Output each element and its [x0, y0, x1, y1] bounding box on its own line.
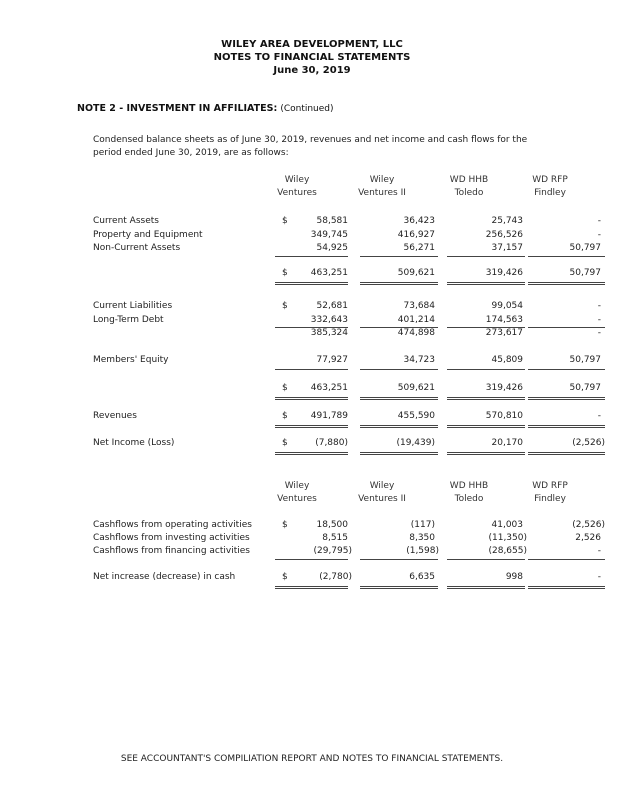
cell: (19,439) — [396, 438, 435, 448]
note-title: NOTE 2 - INVESTMENT IN AFFILIATES: — [77, 103, 278, 114]
underline — [360, 256, 438, 257]
subtotal-cell: 474,898 — [397, 328, 435, 338]
double-underline — [275, 282, 348, 285]
double-underline — [528, 397, 605, 400]
cell: 20,170 — [491, 438, 523, 448]
document-date: June 30, 2019 — [273, 65, 351, 76]
total-cell: 463,251 — [310, 383, 348, 393]
row-label-members-equity: Members' Equity — [93, 355, 169, 365]
cell: - — [597, 230, 601, 240]
underline — [528, 256, 605, 257]
double-underline — [447, 397, 525, 400]
cell: (2,780) — [319, 572, 352, 582]
cell: 36,423 — [403, 216, 435, 226]
underline — [447, 369, 525, 370]
document-title: NOTES TO FINANCIAL STATEMENTS — [213, 52, 411, 63]
row-label-investing-cashflows: Cashflows from investing activities — [93, 533, 250, 543]
double-underline — [360, 586, 438, 589]
double-underline — [275, 586, 348, 589]
intro-line-2: period ended June 30, 2019, are as follows: — [93, 148, 289, 158]
cell: 8,350 — [409, 533, 435, 543]
company-name: WILEY AREA DEVELOPMENT, LLC — [221, 39, 403, 50]
double-underline — [447, 452, 525, 455]
column-header-wd-hhb-toledo: WD HHB Toledo — [449, 175, 489, 198]
cell: 491,789 — [310, 411, 348, 421]
total-cell: 509,621 — [397, 268, 435, 278]
cell: - — [597, 301, 601, 311]
footer-note: SEE ACCOUNTANT'S COMPILIATION REPORT AND NOTES TO FINANCIAL STATEMENTS. — [120, 754, 504, 764]
total-cell: 509,621 — [397, 383, 435, 393]
row-label-current-liabilities: Current Liabilities — [93, 301, 173, 311]
cell: 998 — [505, 572, 523, 582]
underline — [275, 369, 348, 370]
cell: 99,054 — [491, 301, 523, 311]
column-header-wiley-ventures-ii: Wiley Ventures II — [358, 481, 406, 504]
cell: - — [597, 216, 601, 226]
underline — [447, 559, 525, 560]
total-cell: 50,797 — [569, 383, 601, 393]
currency-symbol: $ — [282, 383, 288, 393]
total-cell: 463,251 — [310, 268, 348, 278]
cell: 54,925 — [316, 243, 348, 253]
double-underline — [275, 397, 348, 400]
double-underline — [528, 586, 605, 589]
cell: 401,214 — [397, 315, 435, 325]
cell: 45,809 — [491, 355, 523, 365]
cell: (117) — [410, 520, 435, 530]
currency-symbol: $ — [282, 572, 288, 582]
cell: - — [597, 315, 601, 325]
double-underline — [360, 282, 438, 285]
underline — [275, 256, 348, 257]
cell: 174,563 — [485, 315, 523, 325]
cell: (1,598) — [406, 546, 439, 556]
cell: 50,797 — [569, 355, 601, 365]
cell: 58,581 — [316, 216, 348, 226]
double-underline — [360, 397, 438, 400]
underline — [360, 559, 438, 560]
cell: 256,526 — [485, 230, 523, 240]
underline — [528, 369, 605, 370]
cell: 41,003 — [491, 520, 523, 530]
double-underline — [275, 425, 348, 428]
cell: (28,655) — [488, 546, 527, 556]
cell: 52,681 — [316, 301, 348, 311]
cell: - — [597, 546, 601, 556]
row-label-revenues: Revenues — [93, 411, 137, 421]
cell: 50,797 — [569, 243, 601, 253]
currency-symbol: $ — [282, 268, 288, 278]
subtotal-cell: 273,617 — [485, 328, 523, 338]
cell: (7,880) — [315, 438, 348, 448]
cell: 8,515 — [322, 533, 348, 543]
underline — [528, 559, 605, 560]
double-underline — [528, 425, 605, 428]
cell: 18,500 — [316, 520, 348, 530]
cell: 455,590 — [397, 411, 435, 421]
total-cell: 50,797 — [569, 268, 601, 278]
row-label-financing-cashflows: Cashflows from financing activities — [93, 546, 250, 556]
row-label-current-assets: Current Assets — [93, 216, 159, 226]
cell: 34,723 — [403, 355, 435, 365]
cell: - — [597, 572, 601, 582]
cell: (2,526) — [572, 438, 605, 448]
underline — [447, 256, 525, 257]
currency-symbol: $ — [282, 411, 288, 421]
double-underline — [447, 282, 525, 285]
double-underline — [447, 586, 525, 589]
currency-symbol: $ — [282, 438, 288, 448]
row-label-net-change-in-cash: Net increase (decrease) in cash — [93, 572, 236, 582]
double-underline — [447, 425, 525, 428]
cell: 349,745 — [310, 230, 348, 240]
column-header-wd-hhb-toledo: WD HHB Toledo — [449, 481, 489, 504]
cell: 37,157 — [491, 243, 523, 253]
underline — [275, 559, 348, 560]
double-underline — [360, 425, 438, 428]
cell: 570,810 — [485, 411, 523, 421]
row-label-non-current-assets: Non-Current Assets — [93, 243, 181, 253]
note-continued: (Continued) — [280, 104, 334, 114]
column-header-wiley-ventures-ii: Wiley Ventures II — [358, 175, 406, 198]
cell: 416,927 — [397, 230, 435, 240]
note-heading — [77, 103, 334, 114]
column-header-wd-rfp-findley: WD RFP Findley — [532, 481, 568, 504]
currency-symbol: $ — [282, 520, 288, 530]
double-underline — [528, 452, 605, 455]
cell: 2,526 — [575, 533, 601, 543]
column-header-wd-rfp-findley: WD RFP Findley — [532, 175, 568, 198]
cell: 332,643 — [310, 315, 348, 325]
total-cell: 319,426 — [485, 383, 523, 393]
cell: 73,684 — [403, 301, 435, 311]
cell: 56,271 — [403, 243, 435, 253]
cell: 25,743 — [491, 216, 523, 226]
cell: 6,635 — [409, 572, 435, 582]
cell: (11,350) — [488, 533, 527, 543]
cell: - — [597, 411, 601, 421]
cell: (2,526) — [572, 520, 605, 530]
column-header-wiley-ventures: Wiley Ventures — [277, 175, 317, 198]
underline — [360, 369, 438, 370]
subtotal-cell: 385,324 — [310, 328, 348, 338]
double-underline — [275, 452, 348, 455]
double-underline — [528, 282, 605, 285]
row-label-net-income: Net Income (Loss) — [93, 438, 175, 448]
row-label-long-term-debt: Long-Term Debt — [93, 315, 164, 325]
cell: 77,927 — [316, 355, 348, 365]
cell: (29,795) — [313, 546, 352, 556]
currency-symbol: $ — [282, 301, 288, 311]
double-underline — [360, 452, 438, 455]
row-label-operating-cashflows: Cashflows from operating activities — [93, 520, 252, 530]
currency-symbol: $ — [282, 216, 288, 226]
subtotal-cell: - — [597, 328, 601, 338]
intro-paragraph — [93, 134, 553, 160]
intro-line-1: Condensed balance sheets as of June 30, 2019, revenues and net income and cash flows for the — [93, 135, 528, 145]
total-cell: 319,426 — [485, 268, 523, 278]
row-label-property-equipment: Property and Equipment — [93, 230, 203, 240]
column-header-wiley-ventures: Wiley Ventures — [277, 481, 317, 504]
